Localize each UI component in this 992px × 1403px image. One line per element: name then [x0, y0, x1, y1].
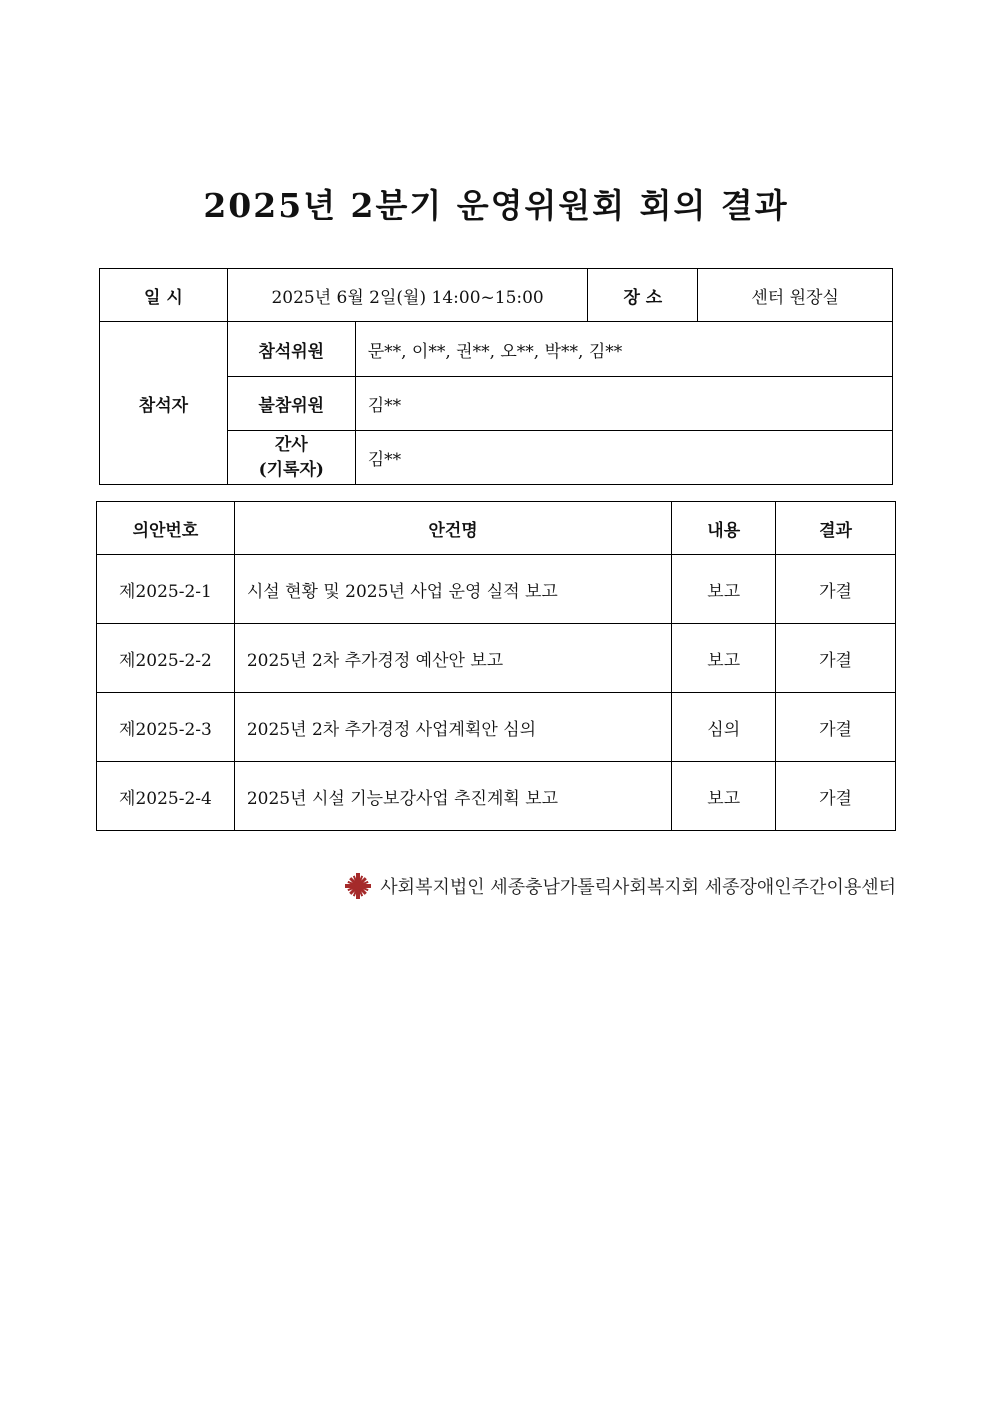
table-row [97, 624, 896, 693]
agenda-header-row [97, 502, 896, 555]
agenda-type: 심의 [672, 693, 776, 762]
place-value: 센터 원장실 [698, 269, 893, 322]
agenda-type: 보고 [672, 624, 776, 693]
agenda-table [96, 501, 896, 831]
page-title: 2025년 2분기 운영위원회 회의 결과 [203, 186, 789, 225]
present-value: 문**, 이**, 권**, 오**, 박**, 김** [355, 322, 892, 377]
agenda-number: 제2025-2-2 [97, 624, 235, 693]
secretary-label-line2: (기록자) [258, 459, 324, 480]
date-place-row [100, 269, 893, 322]
date-label: 일 시 [100, 269, 228, 322]
agenda-title: 2025년 시설 기능보강사업 추진계획 보고 [234, 762, 671, 831]
meeting-info-table [99, 268, 893, 485]
secretary-value: 김** [355, 431, 892, 485]
agenda-number: 제2025-2-4 [97, 762, 235, 831]
caritas-cross-icon [344, 872, 372, 900]
absent-value: 김** [355, 377, 892, 431]
agenda-title: 시설 현황 및 2025년 사업 운영 실적 보고 [234, 555, 671, 624]
table-row [97, 693, 896, 762]
absent-label: 불참위원 [227, 377, 355, 431]
agenda-number: 제2025-2-3 [97, 693, 235, 762]
header-type: 내용 [672, 502, 776, 555]
header-title: 안건명 [234, 502, 671, 555]
organization-name: 사회복지법인 세종충남가톨릭사회복지회 세종장애인주간이용센터 [380, 877, 896, 898]
agenda-type: 보고 [672, 762, 776, 831]
present-label: 참석위원 [227, 322, 355, 377]
table-row [97, 555, 896, 624]
present-row [100, 322, 893, 377]
agenda-result: 가결 [776, 624, 896, 693]
date-value: 2025년 6월 2일(월) 14:00~15:00 [227, 269, 588, 322]
header-number: 의안번호 [97, 502, 235, 555]
organization-footer [344, 872, 896, 900]
agenda-title: 2025년 2차 추가경정 예산안 보고 [234, 624, 671, 693]
table-row [97, 762, 896, 831]
header-result: 결과 [776, 502, 896, 555]
agenda-result: 가결 [776, 762, 896, 831]
place-label: 장 소 [588, 269, 698, 322]
secretary-label-line1: 간사 [274, 434, 308, 455]
agenda-number: 제2025-2-1 [97, 555, 235, 624]
agenda-type: 보고 [672, 555, 776, 624]
attendees-label: 참석자 [100, 322, 228, 485]
agenda-title: 2025년 2차 추가경정 사업계획안 심의 [234, 693, 671, 762]
secretary-label [227, 431, 355, 485]
agenda-result: 가결 [776, 693, 896, 762]
agenda-result: 가결 [776, 555, 896, 624]
